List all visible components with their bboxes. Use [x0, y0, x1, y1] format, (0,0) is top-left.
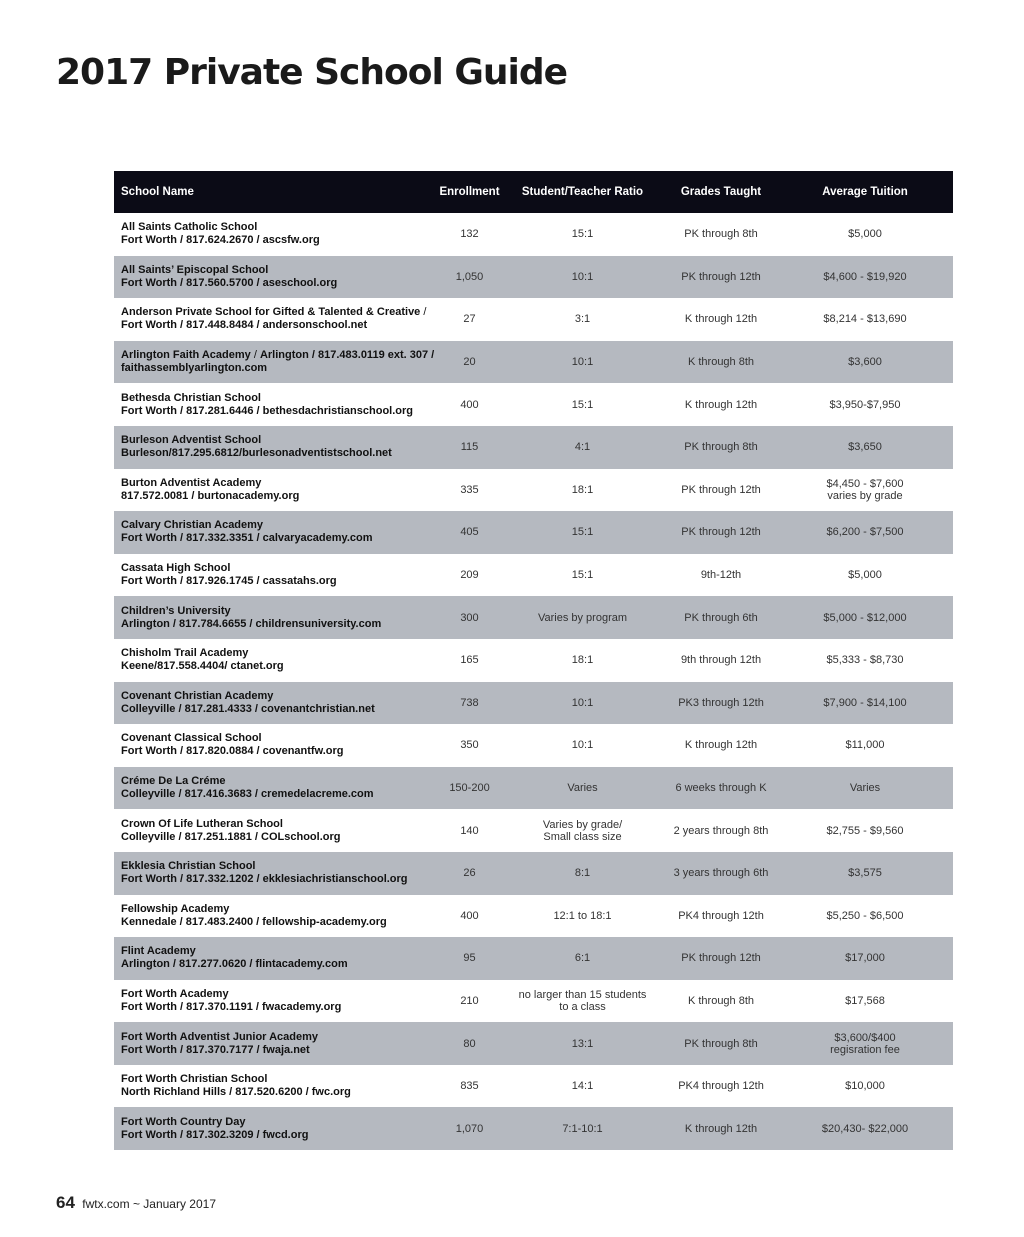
school-contact: North Richland Hills / 817.520.6200 / fwc.org — [121, 1086, 351, 1099]
ratio-cell: 18:1 — [571, 483, 594, 496]
enrollment-cell: 209 — [460, 569, 479, 582]
enrollment-cell: 1,050 — [439, 256, 500, 299]
table-row — [114, 767, 953, 810]
tuition-cell — [777, 1107, 953, 1150]
enrollment-cell: 165 — [460, 654, 479, 667]
school-name: Covenant Classical School — [121, 732, 262, 745]
table-row — [114, 383, 953, 426]
school-name: All Saints Catholic School — [121, 221, 258, 234]
grades-cell: 3 years through 6th — [665, 852, 777, 895]
enrollment-cell: 150-200 — [439, 767, 500, 810]
enrollment-cell: 300 — [439, 596, 500, 639]
enrollment-cell: 80 — [439, 1022, 500, 1065]
school-cell — [114, 767, 439, 810]
school-name: Fort Worth Academy — [121, 987, 229, 1000]
tuition-cell — [777, 469, 953, 512]
tuition-cell — [777, 895, 953, 938]
school-cell — [114, 596, 439, 639]
enrollment-cell: 132 — [460, 228, 479, 241]
grades-cell: PK4 through 12th — [678, 909, 764, 922]
school-cell — [114, 256, 439, 299]
table-row — [114, 937, 953, 980]
school-name: Créme De La Créme — [121, 775, 226, 788]
school-name: Burton Adventist Academy — [121, 476, 262, 489]
table-row — [114, 298, 953, 341]
grades-cell: PK through 6th — [665, 596, 777, 639]
school-name: Fort Worth Adventist Junior Academy — [121, 1030, 319, 1043]
grades-cell: K through 12th — [684, 313, 758, 326]
enrollment-cell: 400 — [460, 909, 479, 922]
ratio-cell: Varies by program — [500, 596, 665, 639]
tuition-amount: $4,450 - $7,600 — [826, 477, 904, 490]
ratio-cell: 10:1 — [500, 682, 665, 725]
grades-cell: PK3 through 12th — [665, 682, 777, 725]
grades-cell: K through 8th — [665, 341, 777, 384]
school-contact: Fort Worth / 817.332.1202 / ekklesiachristianschool.org — [121, 873, 408, 886]
school-cell — [114, 937, 439, 980]
tuition-amount: $4,600 - $19,920 — [823, 270, 907, 283]
table-row — [114, 469, 953, 512]
school-separator: / — [420, 306, 427, 319]
school-contact: 817.572.0081 / burtonacademy.org — [121, 489, 300, 502]
grades-cell: PK through 8th — [684, 228, 758, 241]
table-row — [114, 639, 953, 682]
school-contact: Colleyville / 817.251.1881 / COLschool.org — [121, 830, 341, 843]
tuition-cell — [777, 298, 953, 341]
tuition-amount: $5,333 - $8,730 — [826, 654, 904, 667]
enrollment-cell: 835 — [460, 1080, 479, 1093]
school-cell — [114, 682, 439, 725]
ratio-cell: 13:1 — [500, 1022, 665, 1065]
ratio-cell: 10:1 — [500, 341, 665, 384]
ratio-cell: 10:1 — [500, 256, 665, 299]
grades-cell: PK through 8th — [665, 426, 777, 469]
school-name: Fort Worth Christian School — [121, 1073, 268, 1086]
grades-cell: K through 12th — [684, 398, 758, 411]
ratio-cell: Varies by grade/ Small class size — [542, 818, 623, 843]
enrollment-cell: 1,070 — [439, 1107, 500, 1150]
table-row — [114, 809, 953, 852]
ratio-cell: 3:1 — [574, 313, 591, 326]
table-row — [114, 682, 953, 725]
tuition-cell — [777, 767, 953, 810]
school-cell — [114, 809, 439, 852]
enrollment-cell: 26 — [439, 852, 500, 895]
ratio-cell: 10:1 — [571, 739, 594, 752]
school-name: Crown Of Life Lutheran School — [121, 817, 283, 830]
school-contact: Fort Worth / 817.560.5700 / aseschool.org — [121, 276, 338, 289]
enrollment-cell: 405 — [439, 511, 500, 554]
page-title: 2017 Private School Guide — [56, 52, 568, 93]
school-cell — [114, 511, 439, 554]
grades-cell: PK through 12th — [665, 511, 777, 554]
tuition-cell — [777, 980, 953, 1023]
school-name: Arlington Faith Academy — [121, 349, 251, 362]
tuition-amount: $3,600/$400 — [834, 1031, 896, 1044]
tuition-cell — [777, 426, 953, 469]
ratio-cell: no larger than 15 students to a class — [518, 988, 647, 1013]
ratio-cell: 4:1 — [500, 426, 665, 469]
enrollment-cell: 95 — [439, 937, 500, 980]
ratio-cell: 6:1 — [500, 937, 665, 980]
tuition-amount: $5,000 — [848, 228, 882, 241]
school-contact: Arlington / 817.784.6655 / childrensuniversity.com — [121, 617, 382, 630]
grades-cell: 2 years through 8th — [673, 824, 769, 837]
table-row — [114, 1065, 953, 1108]
school-contact: Fort Worth / 817.624.2670 / ascsfw.org — [121, 234, 320, 247]
school-contact: Fort Worth / 817.370.1191 / fwacademy.org — [121, 1000, 342, 1013]
table-row — [114, 554, 953, 597]
ratio-cell: 8:1 — [500, 852, 665, 895]
school-cell — [114, 469, 439, 512]
tuition-amount: $11,000 — [845, 739, 885, 752]
ratio-cell: 18:1 — [571, 654, 594, 667]
grades-cell: 9th through 12th — [680, 654, 762, 667]
tuition-cell — [777, 256, 953, 299]
school-cell — [114, 383, 439, 426]
tuition-amount: $5,000 — [848, 569, 882, 582]
school-guide-table — [114, 171, 953, 1150]
school-contact: Fort Worth / 817.820.0884 / covenantfw.org — [121, 745, 344, 758]
enrollment-cell: 738 — [439, 682, 500, 725]
school-cell — [114, 639, 439, 682]
grades-cell: K through 12th — [665, 1107, 777, 1150]
ratio-cell: 15:1 — [571, 228, 594, 241]
grades-cell: PK through 12th — [665, 256, 777, 299]
school-name: Anderson Private School for Gifted & Talented & Creative — [121, 306, 421, 319]
school-contact: Colleyville / 817.416.3683 / cremedelacreme.com — [121, 788, 374, 801]
school-contact: Arlington / 817.483.0119 ext. 307 / faithassemblyarlington.com — [121, 349, 435, 375]
tuition-cell — [777, 511, 953, 554]
school-contact: Kennedale / 817.483.2400 / fellowship-academy.org — [121, 915, 387, 928]
page-footer — [56, 1193, 216, 1213]
ratio-cell: 12:1 to 18:1 — [553, 909, 612, 922]
enrollment-cell: 140 — [460, 824, 479, 837]
tuition-cell — [777, 596, 953, 639]
enrollment-cell: 27 — [463, 313, 476, 326]
header-tuition: Average Tuition — [777, 171, 953, 213]
ratio-cell: 15:1 — [571, 398, 594, 411]
grades-cell: PK through 8th — [665, 1022, 777, 1065]
school-cell — [114, 724, 439, 767]
table-body — [114, 213, 953, 1150]
table-row — [114, 426, 953, 469]
school-cell — [114, 895, 439, 938]
school-name: Fellowship Academy — [121, 902, 230, 915]
header-enrollment: Enrollment — [439, 171, 500, 213]
table-row — [114, 1022, 953, 1065]
tuition-note: varies by grade — [827, 489, 903, 502]
school-name: Children’s University — [121, 604, 231, 617]
school-cell — [114, 980, 439, 1023]
table-row — [114, 511, 953, 554]
grades-cell: K through 8th — [687, 994, 755, 1007]
school-name: Covenant Christian Academy — [121, 689, 274, 702]
tuition-cell — [777, 341, 953, 384]
ratio-cell: 7:1-10:1 — [500, 1107, 665, 1150]
enrollment-cell: 350 — [460, 739, 479, 752]
tuition-cell — [777, 809, 953, 852]
school-cell — [114, 1022, 439, 1065]
school-cell — [114, 554, 439, 597]
tuition-cell — [777, 1065, 953, 1108]
tuition-amount: $17,568 — [845, 994, 885, 1007]
school-name: Chisholm Trail Academy — [121, 647, 249, 660]
ratio-cell: 15:1 — [500, 511, 665, 554]
tuition-amount: $17,000 — [845, 952, 885, 965]
tuition-cell — [777, 213, 953, 256]
ratio-cell: Varies — [500, 767, 665, 810]
enrollment-cell: 335 — [460, 483, 479, 496]
header-ratio: Student/Teacher Ratio — [500, 171, 665, 213]
enrollment-cell: 210 — [460, 994, 479, 1007]
tuition-cell — [777, 937, 953, 980]
grades-cell: 9th-12th — [700, 569, 742, 582]
school-cell — [114, 852, 439, 895]
tuition-cell — [777, 383, 953, 426]
school-contact: Burleson/817.295.6812/burlesonadventistschool.net — [121, 447, 392, 460]
tuition-amount: $6,200 - $7,500 — [826, 526, 904, 539]
table-header-row — [114, 171, 953, 213]
enrollment-cell: 20 — [439, 341, 500, 384]
table-row — [114, 213, 953, 256]
grades-cell: PK through 12th — [665, 937, 777, 980]
grades-cell: K through 12th — [684, 739, 758, 752]
table-row — [114, 724, 953, 767]
tuition-amount: $2,755 - $9,560 — [826, 824, 904, 837]
tuition-note: regisration fee — [830, 1043, 900, 1056]
tuition-amount: $3,575 — [848, 867, 882, 880]
page-number: 64 — [56, 1193, 75, 1212]
school-name: Burleson Adventist School — [121, 434, 262, 447]
school-contact: Keene/817.558.4404/ ctanet.org — [121, 660, 284, 673]
school-cell — [114, 1107, 439, 1150]
school-contact: Arlington / 817.277.0620 / flintacademy.com — [121, 958, 348, 971]
tuition-amount: $5,000 - $12,000 — [823, 611, 907, 624]
tuition-cell — [777, 852, 953, 895]
enrollment-cell: 115 — [439, 426, 500, 469]
school-name: Bethesda Christian School — [121, 391, 261, 404]
school-contact: Colleyville / 817.281.4333 / covenantchristian.net — [121, 702, 375, 715]
school-name: Ekklesia Christian School — [121, 860, 256, 873]
school-cell — [114, 298, 439, 341]
table-row — [114, 852, 953, 895]
publication-info: fwtx.com ~ January 2017 — [82, 1197, 216, 1211]
tuition-cell — [777, 639, 953, 682]
school-name: Cassata High School — [121, 562, 231, 575]
tuition-cell — [777, 1022, 953, 1065]
school-contact: Fort Worth / 817.332.3351 / calvaryacademy.com — [121, 532, 373, 545]
grades-cell: 6 weeks through K — [665, 767, 777, 810]
tuition-cell — [777, 724, 953, 767]
table-row — [114, 980, 953, 1023]
enrollment-cell: 400 — [460, 398, 479, 411]
tuition-amount: $7,900 - $14,100 — [823, 696, 907, 709]
school-contact: Fort Worth / 817.448.8484 / andersonschool.net — [121, 319, 368, 332]
tuition-amount: $8,214 - $13,690 — [823, 313, 907, 326]
school-name: All Saints’ Episcopal School — [121, 263, 269, 276]
school-cell — [114, 426, 439, 469]
tuition-amount: $10,000 — [845, 1080, 885, 1093]
table-row — [114, 1107, 953, 1150]
tuition-amount: $20,430- $22,000 — [821, 1122, 909, 1135]
table-row — [114, 596, 953, 639]
table-row — [114, 256, 953, 299]
school-name: Fort Worth Country Day — [121, 1115, 246, 1128]
tuition-cell — [777, 554, 953, 597]
school-cell — [114, 1065, 439, 1108]
table-row — [114, 895, 953, 938]
tuition-amount: $3,950-$7,950 — [829, 398, 901, 411]
tuition-amount: $3,600 — [848, 356, 882, 369]
tuition-amount: $5,250 - $6,500 — [826, 909, 904, 922]
ratio-cell: 15:1 — [571, 569, 594, 582]
tuition-amount: Varies — [849, 782, 881, 795]
school-contact: Fort Worth / 817.370.7177 / fwaja.net — [121, 1043, 310, 1056]
school-separator: / — [250, 349, 260, 362]
school-cell — [114, 341, 439, 384]
school-cell — [114, 213, 439, 256]
grades-cell: PK4 through 12th — [678, 1080, 764, 1093]
tuition-cell — [777, 682, 953, 725]
header-grades: Grades Taught — [665, 171, 777, 213]
table-row — [114, 341, 953, 384]
ratio-cell: 14:1 — [571, 1080, 594, 1093]
school-contact: Fort Worth / 817.281.6446 / bethesdachristianschool.org — [121, 404, 413, 417]
school-name: Flint Academy — [121, 945, 196, 958]
school-name: Calvary Christian Academy — [121, 519, 264, 532]
tuition-amount: $3,650 — [848, 441, 882, 454]
school-contact: Fort Worth / 817.302.3209 / fwcd.org — [121, 1128, 309, 1141]
school-contact: Fort Worth / 817.926.1745 / cassatahs.org — [121, 575, 337, 588]
header-school-name: School Name — [114, 171, 439, 213]
grades-cell: PK through 12th — [681, 483, 761, 496]
